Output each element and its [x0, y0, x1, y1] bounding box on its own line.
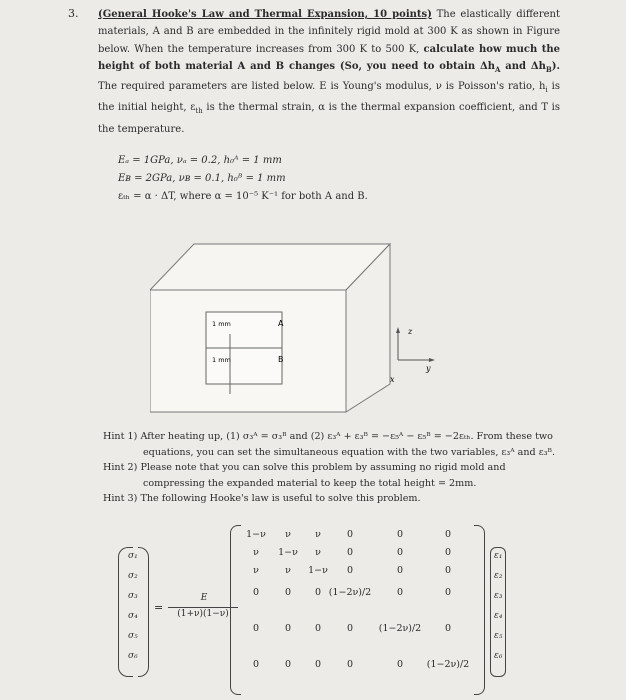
problem-text-1: The elastically different materials, A and B are embedded in the infinitely rigid mold at 300 K as shown in Figure below. When the temperature increases from 300 K to 500 K,: [98, 9, 560, 55]
param-line-b: Eʙ = 2GPa, νʙ = 0.1, h₀ᴮ = 1 mm: [118, 173, 286, 184]
sigma-2: σ₂: [128, 571, 138, 581]
axis-label-z: z: [408, 327, 413, 336]
coefficient-fraction-bar: [168, 607, 238, 608]
matrix-cell: ν: [285, 529, 291, 540]
dimension-label-a: 1 mm: [212, 320, 231, 328]
matrix-cell: 0: [444, 565, 452, 576]
matrix-cell: 0: [444, 529, 452, 540]
sigma-1: σ₁: [128, 551, 138, 561]
eps-2: ε₂: [494, 571, 503, 581]
sigma-4: σ₄: [128, 611, 138, 621]
matrix-cell: ν: [253, 547, 259, 558]
sigma-bracket-right: [138, 547, 149, 677]
matrix-cell: 0: [444, 547, 452, 558]
problem-text-2: The required parameters are listed below. E is Young's modulus, ν is Poisson's ratio, $h_i$ is the initial height, $\varepsilon_{th}$ is the thermal strain, α is the thermal expansion coefficient, and T is the temperature.: [98, 81, 561, 135]
coefficient-denominator: (1+ν)(1−ν): [177, 609, 229, 619]
matrix-cell: 1−ν: [278, 547, 298, 558]
matrix-cell: 0: [284, 623, 292, 634]
sigma-6: σ₆: [128, 651, 138, 661]
matrix-cell: ν: [315, 529, 321, 540]
dimension-label-b: 1 mm: [212, 356, 231, 364]
hint-1-continued: equations, you can set the simultaneous equation with the two variables, ε₃ᴬ and ε₃ᴮ.: [143, 446, 556, 458]
hint-2: Hint 2) Please note that you can solve this problem by assuming no rigid mold and: [103, 462, 506, 473]
matrix-bracket-right: [474, 525, 485, 695]
matrix-cell: (1−2ν)/2: [378, 623, 422, 634]
matrix-cell: 0: [252, 587, 260, 598]
matrix-cell: 0: [252, 623, 260, 634]
matrix-cell: 0: [396, 529, 404, 540]
matrix-cell: (1−2ν)/2: [328, 587, 372, 598]
matrix-cell: 0: [284, 587, 292, 598]
matrix-cell: 0: [284, 659, 292, 670]
matrix-cell: 0: [346, 659, 354, 670]
matrix-cell: 0: [346, 565, 354, 576]
matrix-cell: 0: [314, 623, 322, 634]
matrix-cell: ν: [253, 565, 259, 576]
hint-1: Hint 1) After heating up, (1) σ₃ᴬ = σ₃ᴮ and (2) ε₃ᴬ + ε₃ᴮ = −ε₅ᴬ − ε₅ᴮ = −2εₜₕ. From these two: [103, 431, 553, 442]
eps-1: ε₁: [494, 551, 503, 561]
matrix-cell: 0: [346, 623, 354, 634]
matrix-cell: 0: [396, 565, 404, 576]
matrix-cell: (1−2ν)/2: [426, 659, 470, 670]
question-number: 3.: [68, 7, 79, 20]
eps-4: ε₄: [494, 611, 503, 621]
axis-label-x: x: [390, 375, 395, 384]
matrix-cell: ν: [315, 547, 321, 558]
matrix-cell: 0: [444, 623, 452, 634]
problem-task: calculate how much the height of both material A and B changes (So, you need to obtain $\Delta h_A$ and $\Delta h_B$).: [98, 43, 560, 74]
hookes-law-matrix: [118, 525, 518, 695]
sigma-5: σ₅: [128, 631, 138, 641]
matrix-cell: 0: [396, 659, 404, 670]
material-label-b: B: [278, 355, 284, 364]
eps-5: ε₅: [494, 631, 503, 641]
matrix-cell: 0: [346, 529, 354, 540]
matrix-cell: 0: [314, 659, 322, 670]
matrix-cell: 1−ν: [308, 565, 328, 576]
eps-6: ε₆: [494, 651, 503, 661]
coefficient-numerator: E: [200, 593, 208, 603]
hint-2-continued: compressing the expanded material to keep the total height = 2mm.: [143, 477, 477, 489]
matrix-cell: 0: [346, 547, 354, 558]
matrix-cell: ν: [285, 565, 291, 576]
matrix-cell: 0: [444, 587, 452, 598]
param-line-a: Eₐ = 1GPa, νₐ = 0.2, h₀ᴬ = 1 mm: [118, 155, 282, 166]
problem-statement: [98, 6, 560, 138]
axis-label-y: y: [426, 364, 431, 373]
material-label-a: A: [278, 319, 284, 328]
mold-figure: [150, 234, 440, 414]
sigma-3: σ₃: [128, 591, 138, 601]
hint-3: Hint 3) The following Hooke's law is useful to solve this problem.: [103, 493, 421, 504]
matrix-cell: 0: [314, 587, 322, 598]
parameter-list: [118, 152, 368, 206]
problem-title: (General Hooke's Law and Thermal Expansion, 10 points): [98, 9, 432, 20]
matrix-cell: 0: [396, 587, 404, 598]
matrix-cell: 1−ν: [246, 529, 266, 540]
param-line-thermal: εₜₕ = α · ΔT, where α = 10⁻⁵ K⁻¹ for both A and B.: [118, 191, 368, 202]
hints-block: [103, 429, 556, 507]
equals-sign: =: [154, 601, 164, 614]
matrix-cell: 0: [252, 659, 260, 670]
eps-3: ε₃: [494, 591, 503, 601]
matrix-cell: 0: [396, 547, 404, 558]
